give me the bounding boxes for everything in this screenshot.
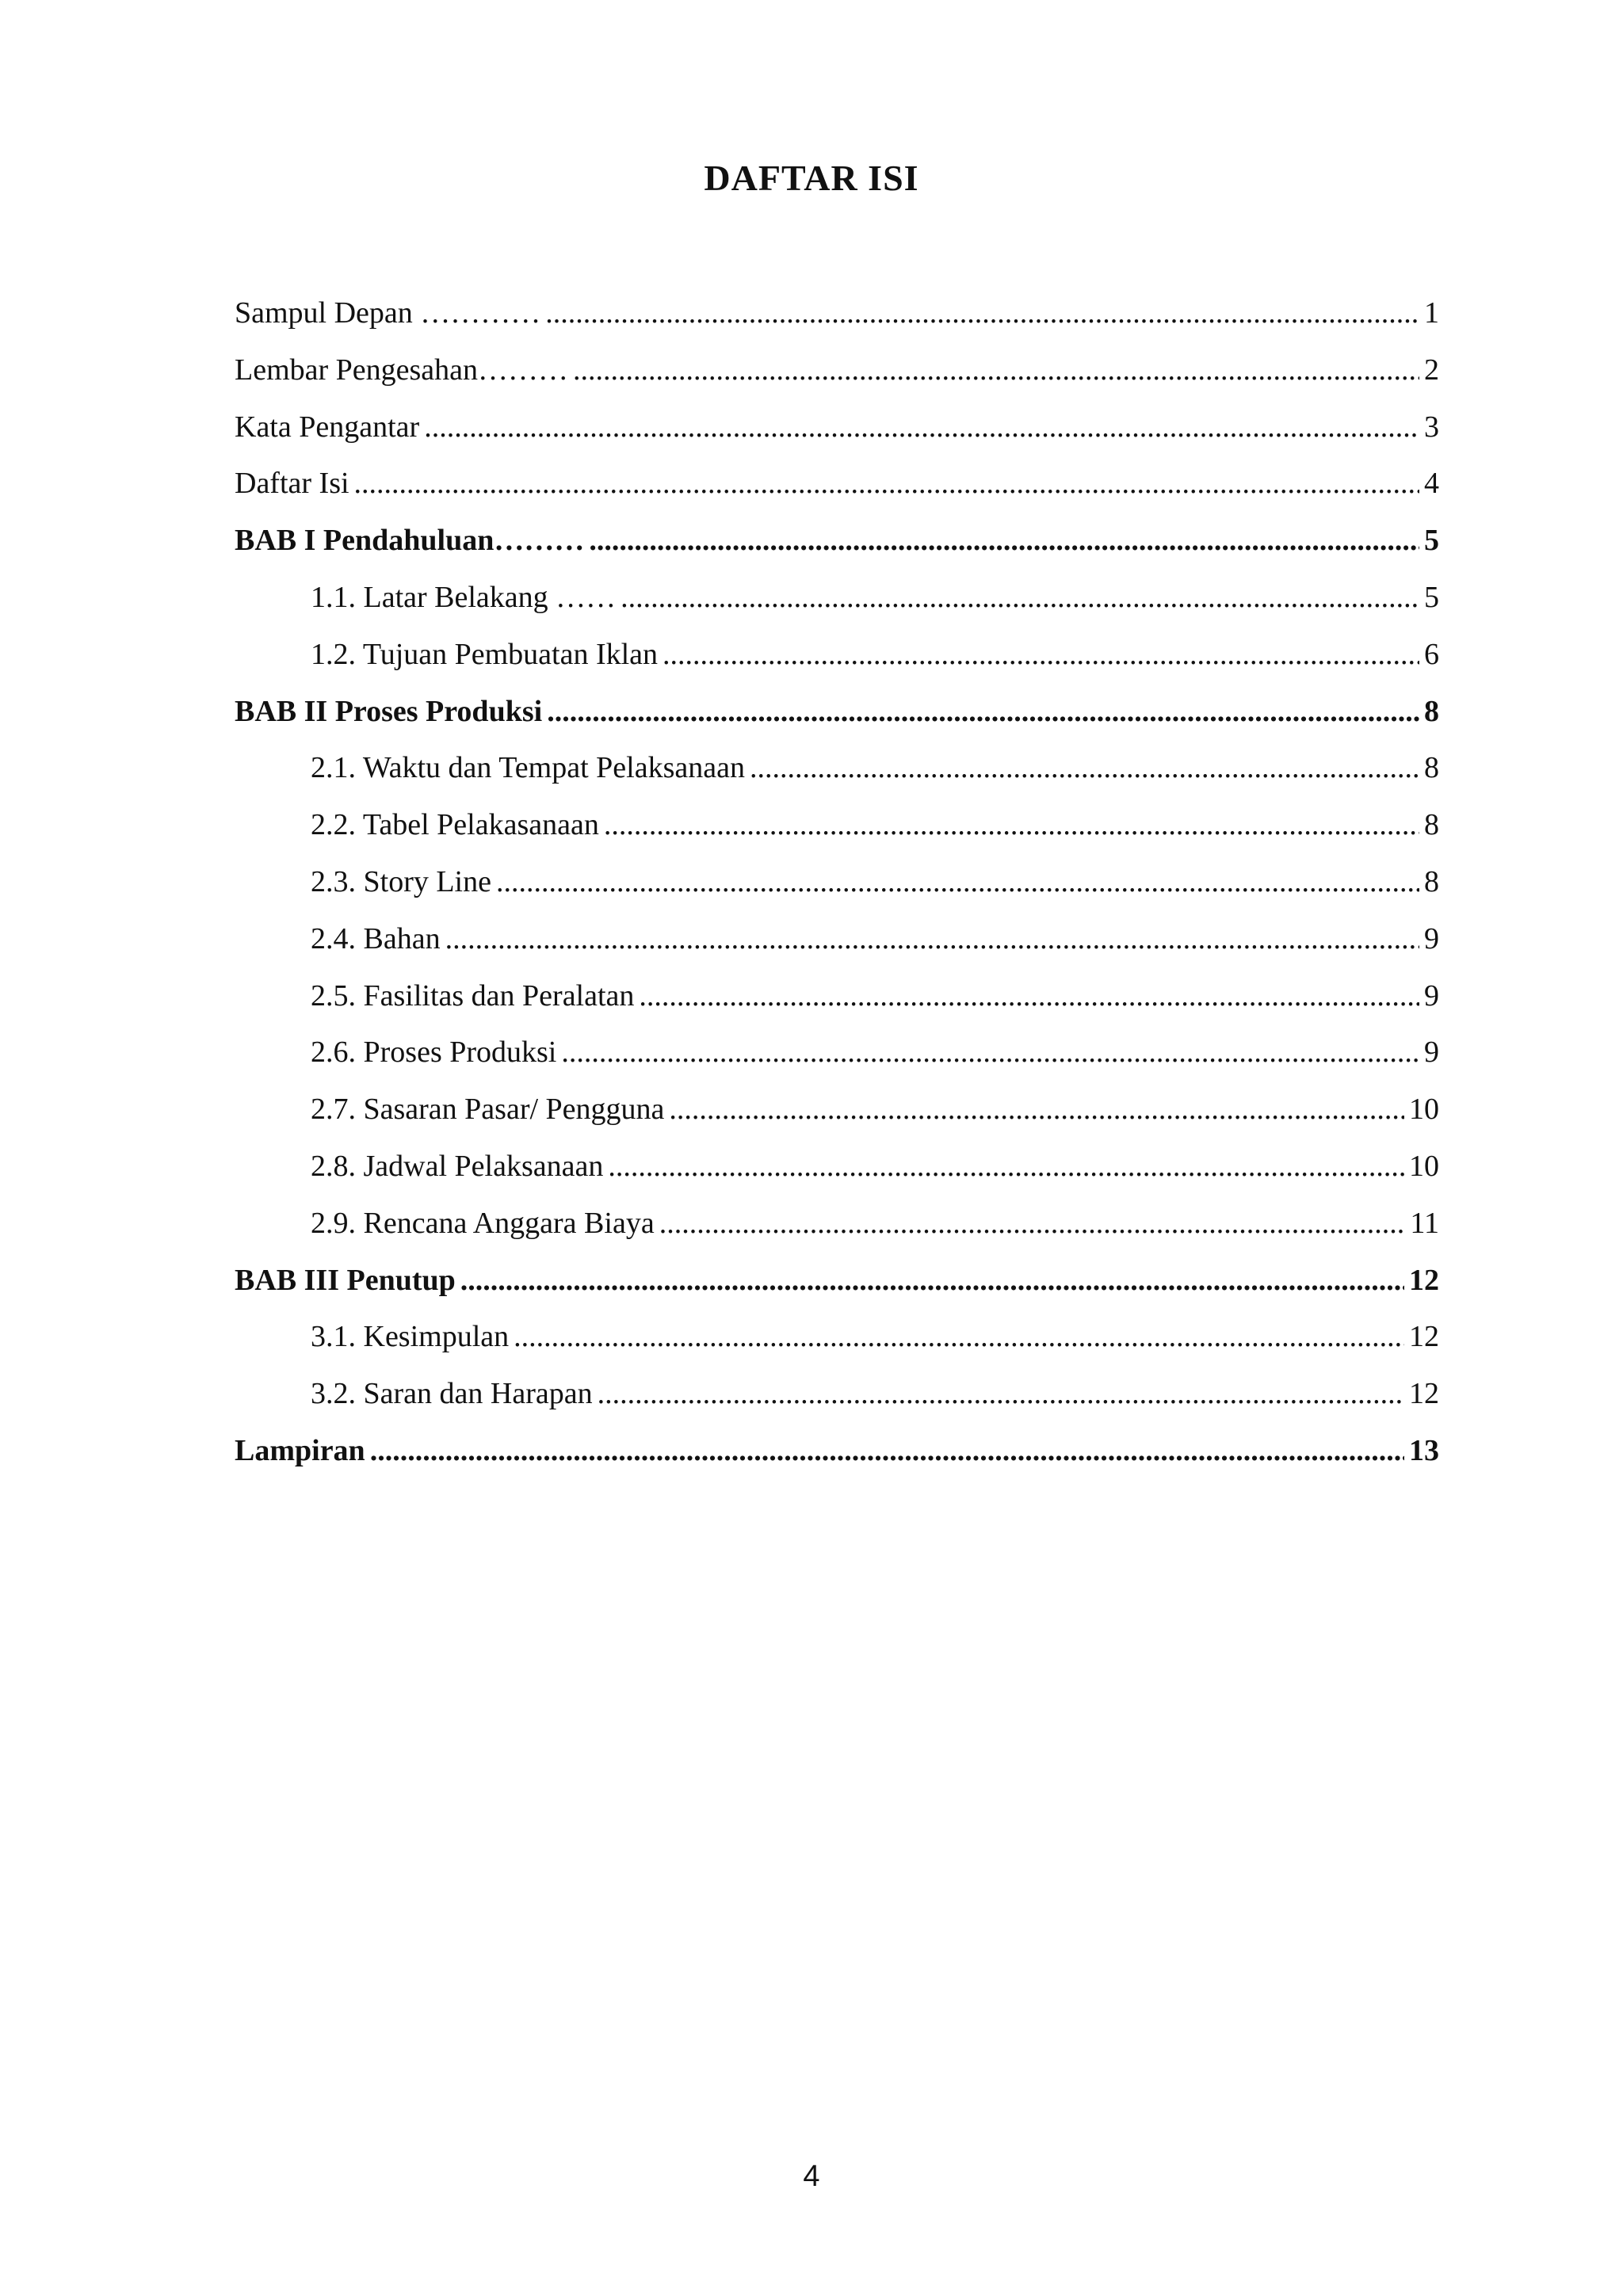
toc-entry-leader: [589, 513, 1419, 570]
toc-entry[interactable]: [235, 513, 1439, 570]
toc-entry-page: 3: [1424, 410, 1439, 444]
toc-entry-page: 9: [1424, 1035, 1439, 1070]
toc-entry[interactable]: [235, 1309, 1439, 1366]
toc-entry-page: 12: [1409, 1263, 1439, 1297]
toc-entry[interactable]: [235, 342, 1439, 399]
toc-entry[interactable]: [235, 854, 1439, 911]
toc-entry-leader: [621, 570, 1419, 627]
toc-entry-page: 10: [1409, 1093, 1439, 1127]
toc-entry-label: 2.3. Story Line: [311, 864, 491, 898]
toc-entry-label: 2.5. Fasilitas dan Peralatan: [311, 978, 635, 1013]
toc-entry-leader: [663, 627, 1419, 684]
toc-entry-leader: [573, 342, 1419, 399]
toc-entry-page: 9: [1424, 921, 1439, 955]
toc-entry-leader: [460, 1253, 1404, 1310]
toc-entry-page: 5: [1424, 524, 1439, 558]
toc-entry-leader: [604, 797, 1419, 854]
toc-entry-label: BAB II Proses Produksi: [235, 694, 543, 728]
toc-entry-page: 12: [1409, 1320, 1439, 1354]
toc-entry-page: 9: [1424, 978, 1439, 1013]
toc-entry-page: 10: [1409, 1149, 1439, 1183]
toc-entry-page: 8: [1424, 751, 1439, 785]
toc-entry-label: Lampiran: [235, 1433, 365, 1467]
toc-entry[interactable]: [235, 911, 1439, 968]
table-of-contents: [235, 285, 1439, 1480]
toc-entry-page: 4: [1424, 467, 1439, 501]
toc-entry[interactable]: [235, 797, 1439, 854]
page-number: 4: [803, 2160, 820, 2193]
toc-entry-leader: [514, 1309, 1404, 1366]
toc-entry[interactable]: [235, 740, 1439, 797]
toc-entry-page: 5: [1424, 580, 1439, 614]
toc-entry-leader: [424, 399, 1419, 456]
toc-entry[interactable]: [235, 1081, 1439, 1138]
toc-entry[interactable]: [235, 1253, 1439, 1310]
toc-entry[interactable]: [235, 1366, 1439, 1423]
toc-entry-label: 2.4. Bahan: [311, 921, 441, 955]
toc-entry-leader: [750, 740, 1419, 797]
toc-entry-page: 8: [1424, 864, 1439, 898]
toc-entry[interactable]: [235, 456, 1439, 513]
toc-entry-label: 2.1. Waktu dan Tempat Pelaksanaan: [311, 751, 745, 785]
toc-entry-leader: [496, 854, 1419, 911]
toc-entry-label: 2.2. Tabel Pelakasanaan: [311, 808, 599, 842]
toc-entry-label: 3.1. Kesimpulan: [311, 1320, 510, 1354]
toc-entry[interactable]: [235, 1024, 1439, 1081]
toc-entry[interactable]: [235, 1138, 1439, 1196]
toc-entry-page: 11: [1410, 1206, 1439, 1240]
toc-entry-label: Kata Pengantar: [235, 410, 420, 444]
toc-entry-label: Daftar Isi: [235, 467, 349, 501]
toc-entry-label: BAB I Pendahuluan………: [235, 524, 585, 558]
toc-entry-page: 8: [1424, 694, 1439, 728]
toc-entry-page: 8: [1424, 808, 1439, 842]
toc-entry-label: 1.1. Latar Belakang ……: [311, 580, 617, 614]
toc-entry[interactable]: [235, 627, 1439, 684]
toc-entry[interactable]: [235, 285, 1439, 342]
toc-entry-leader: [659, 1196, 1406, 1253]
toc-entry-label: 3.2. Saran dan Harapan: [311, 1377, 593, 1411]
toc-entry-label: 2.6. Proses Produksi: [311, 1035, 557, 1070]
toc-entry-label: 2.8. Jadwal Pelaksanaan: [311, 1149, 604, 1183]
toc-entry[interactable]: [235, 1423, 1439, 1480]
toc-entry-label: Sampul Depan …………: [235, 296, 541, 330]
toc-entry[interactable]: [235, 1196, 1439, 1253]
toc-entry-label: 2.7. Sasaran Pasar/ Pengguna: [311, 1093, 665, 1127]
toc-entry-leader: [547, 684, 1419, 741]
toc-entry-leader: [669, 1081, 1404, 1138]
page-title: DAFTAR ISI: [704, 158, 919, 198]
toc-entry-page: 13: [1409, 1433, 1439, 1467]
toc-entry-leader: [608, 1138, 1404, 1196]
toc-entry-page: 2: [1424, 353, 1439, 387]
toc-entry-label: Lembar Pengesahan………: [235, 353, 569, 387]
toc-entry-leader: [598, 1366, 1404, 1423]
toc-entry-leader: [370, 1423, 1404, 1480]
toc-entry[interactable]: [235, 570, 1439, 627]
toc-entry-leader: [354, 456, 1419, 513]
toc-entry-label: BAB III Penutup: [235, 1263, 456, 1297]
toc-entry[interactable]: [235, 968, 1439, 1025]
toc-entry-leader: [561, 1024, 1419, 1081]
toc-entry-leader: [639, 968, 1419, 1025]
toc-entry[interactable]: [235, 399, 1439, 456]
toc-entry-leader: [545, 285, 1419, 342]
toc-entry-label: 2.9. Rencana Anggara Biaya: [311, 1206, 655, 1240]
toc-entry[interactable]: [235, 684, 1439, 741]
toc-entry-page: 12: [1409, 1377, 1439, 1411]
toc-entry-page: 6: [1424, 637, 1439, 671]
toc-entry-leader: [445, 911, 1419, 968]
toc-entry-label: 1.2. Tujuan Pembuatan Iklan: [311, 637, 659, 671]
toc-entry-page: 1: [1424, 296, 1439, 330]
